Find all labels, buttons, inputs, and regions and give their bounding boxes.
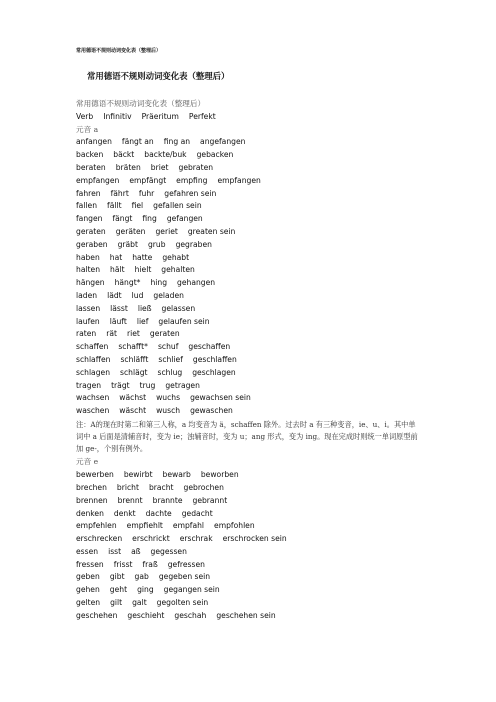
verb-form: empfängt [129,175,167,185]
verb-form: anfangen [76,137,112,147]
verb-form: gegraben [175,239,212,249]
verb-form: erschrocken sein [222,534,287,544]
verb-form: lief [136,316,149,326]
verb-form: haben [76,252,100,262]
verb-form: lädt [107,290,122,300]
verb-row [76,316,436,329]
verb-form: geräten [115,226,146,236]
verb-form: hält [110,265,125,275]
verb-form: geriet [155,226,178,236]
verb-row [76,392,436,405]
verb-form: wäscht [119,406,147,416]
verb-form: gelaufen sein [158,316,210,326]
verb-form: schafft* [118,342,148,352]
verb-form: schlug [157,367,183,377]
verb-form: raten [76,329,97,339]
verb-form: gefressen [167,559,205,569]
verb-form: rät [106,329,118,339]
verb-list-e [76,469,436,623]
verb-form: gegeben sein [158,572,211,582]
verb-row [76,252,436,265]
verb-form: gehangen [177,278,216,288]
verb-form: hängt* [114,278,141,288]
verb-form: geschehen sein [216,610,276,620]
verb-form: empfehlen [76,521,117,531]
verb-form: hing [150,278,168,288]
verb-form: riet [127,329,140,339]
verb-form: wächst [119,393,147,403]
verb-form: bewarb [162,470,191,480]
column-header: Infinitiv [103,111,132,121]
verb-form: backte/buk [144,150,187,160]
verb-row [76,482,436,495]
verb-form: gegolten sein [156,598,209,608]
verb-form: läuft [109,316,127,326]
verb-form: fing an [163,137,191,147]
verb-form: backen [76,150,104,160]
verb-form: fiel [131,201,144,211]
verb-form: gelassen [161,303,196,313]
verb-form: fängt an [121,137,154,147]
verb-form: empfing [176,175,208,185]
verb-row [76,533,436,546]
verb-form: ging [137,585,154,595]
verb-form: bewerben [76,470,114,480]
verb-form: geschlaffen [192,354,237,364]
verb-form: schaffen [76,342,109,352]
verb-form: waschen [76,406,110,416]
verb-form: fraß [142,559,158,569]
verb-form: gebacken [196,150,234,160]
verb-form: galt [132,598,147,608]
verb-form: gewaschen [190,406,233,416]
verb-form: gilt [110,598,123,608]
verb-form: bricht [116,482,139,492]
verb-form: geraten [149,329,180,339]
verb-row [76,584,436,597]
verb-form: gebrannt [192,495,228,505]
verb-form: empfiehlt [126,521,163,531]
verb-form: schlägt [120,367,148,377]
verb-form: gebraten [178,162,214,172]
document-body [76,98,436,623]
verb-form: gehabt [162,252,190,262]
verb-form: fuhr [138,188,155,198]
verb-form: schuf [157,342,179,352]
verb-row [76,162,436,175]
verb-form: gefallen sein [153,201,202,211]
verb-form: getragen [165,380,200,390]
column-header: Perfekt [188,111,216,121]
verb-form: briet [150,162,169,172]
verb-form: geschieht [127,610,165,620]
verb-form: ließ [137,303,152,313]
verb-row [76,559,436,572]
verb-row [76,328,436,341]
verb-form: lassen [76,303,101,313]
verb-form: brennen [76,495,108,505]
section-heading-e: 元音 e [76,457,99,467]
verb-form: bracht [148,482,174,492]
verb-form: gibt [109,572,125,582]
verb-form: gab [134,572,149,582]
verb-form: geschlagen [192,367,236,377]
verb-form: gehalten [161,265,195,275]
verb-row [76,277,436,290]
verb-form: gefangen [166,214,203,224]
verb-form: gefahren sein [164,188,217,198]
verb-form: empfahl [172,521,205,531]
verb-form: geladen [153,290,184,300]
verb-form: geschaffen [188,342,231,352]
verb-form: angefangen [200,137,246,147]
verb-form: fahren [76,188,101,198]
verb-form: trug [139,380,156,390]
verb-form: trägt [111,380,130,390]
verb-form: wusch [156,406,181,416]
verb-form: fährt [110,188,129,198]
verb-form: aß [131,546,141,556]
verb-row [76,546,436,559]
verb-form: erschrickt [132,534,170,544]
verb-form: halten [76,265,101,275]
verb-form: schlief [158,354,183,364]
verb-form: tragen [76,380,102,390]
verb-form: geht [109,585,128,595]
verb-form: geschah [174,610,207,620]
verb-form: fallen [76,201,98,211]
verb-form: gräbt [117,239,138,249]
verb-form: empfangen [217,175,261,185]
verb-row [76,380,436,393]
verb-form: gegessen [150,546,187,556]
verb-form: bewirbt [123,470,153,480]
verb-form: fängt [112,214,133,224]
verb-form: gedacht [181,508,213,518]
verb-form: schlaffen [76,354,111,364]
verb-form: hängen [76,278,105,288]
verb-form: fällt [107,201,122,211]
column-header: Verb [76,111,94,121]
verb-form: geschehen [76,610,118,620]
verb-form: fing [142,214,157,224]
verb-form: brechen [76,482,107,492]
verb-form: lud [131,290,144,300]
verb-form: grub [147,239,166,249]
document-title: 常用德语不规则动词变化表（整理后） [76,99,206,108]
running-header: 常用德语不规则动词变化表（整理后） [76,48,162,54]
verb-form: greaten sein [187,226,236,236]
verb-form: frisst [113,559,133,569]
verb-form: beworben [200,470,239,480]
verb-form: geraten [76,226,106,236]
page-heading: 常用德语不规则动词变化表（整理后） [87,71,230,81]
verb-form: bräten [115,162,141,172]
column-header-row [76,111,436,124]
verb-row [76,149,436,162]
verb-row [76,213,436,226]
verb-list-a [76,136,436,418]
section-heading-a: 元音 a [76,124,99,134]
verb-form: essen [76,546,99,556]
verb-form: fressen [76,559,104,569]
verb-row [76,136,436,149]
verb-form: gelten [76,598,101,608]
verb-row [76,341,436,354]
verb-row [76,597,436,610]
column-header: Präeritum [141,111,179,121]
verb-form: geraben [76,239,108,249]
verb-form: beraten [76,162,106,172]
verb-form: denken [76,508,104,518]
verb-row [76,520,436,533]
verb-form: wachsen [76,393,110,403]
verb-form: isst [108,546,122,556]
verb-form: bäckt [113,150,135,160]
verb-row [76,469,436,482]
verb-form: geben [76,572,100,582]
verb-form: brennt [117,495,143,505]
verb-row [76,367,436,380]
verb-row [76,571,436,584]
verb-form: laden [76,290,98,300]
verb-form: gewachsen sein [190,393,251,403]
verb-row [76,239,436,252]
verb-row [76,200,436,213]
verb-row [76,290,436,303]
verb-row [76,508,436,521]
verb-form: denkt [113,508,136,518]
verb-form: dachte [145,508,172,518]
verb-row [76,354,436,367]
verb-form: brannte [152,495,183,505]
verb-row [76,175,436,188]
verb-form: empfohlen [214,521,255,531]
verb-form: gehen [76,585,100,595]
verb-row [76,303,436,316]
verb-form: gegangen sein [163,585,220,595]
verb-form: erschrak [179,534,213,544]
verb-row [76,495,436,508]
grammar-note: 注：A的现在时第二和第三人称，a 均变音为 ä，schaffen 除外。过去时 a 有三种变音，ie、u、i。其中单词中 a 后面是清辅音时，变为 ie；浊辅音时，变为 u；ang 形式，变为 ing。现在完成时则统一单词原型前加 ge-，个别有例外。 [76,419,418,453]
verb-row [76,610,436,623]
verb-row [76,226,436,239]
verb-form: hielt [134,265,152,275]
verb-form: gebrochen [183,482,224,492]
verb-form: schläfft [120,354,149,364]
verb-form: laufen [76,316,100,326]
verb-row [76,264,436,277]
verb-form: hatte [132,252,153,262]
verb-form: wuchs [156,393,181,403]
verb-form: lässt [110,303,128,313]
verb-form: erschrecken [76,534,123,544]
verb-form: fangen [76,214,103,224]
verb-form: schlagen [76,367,111,377]
verb-form: empfangen [76,175,120,185]
verb-row [76,405,436,418]
verb-row [76,188,436,201]
verb-form: hat [109,252,123,262]
